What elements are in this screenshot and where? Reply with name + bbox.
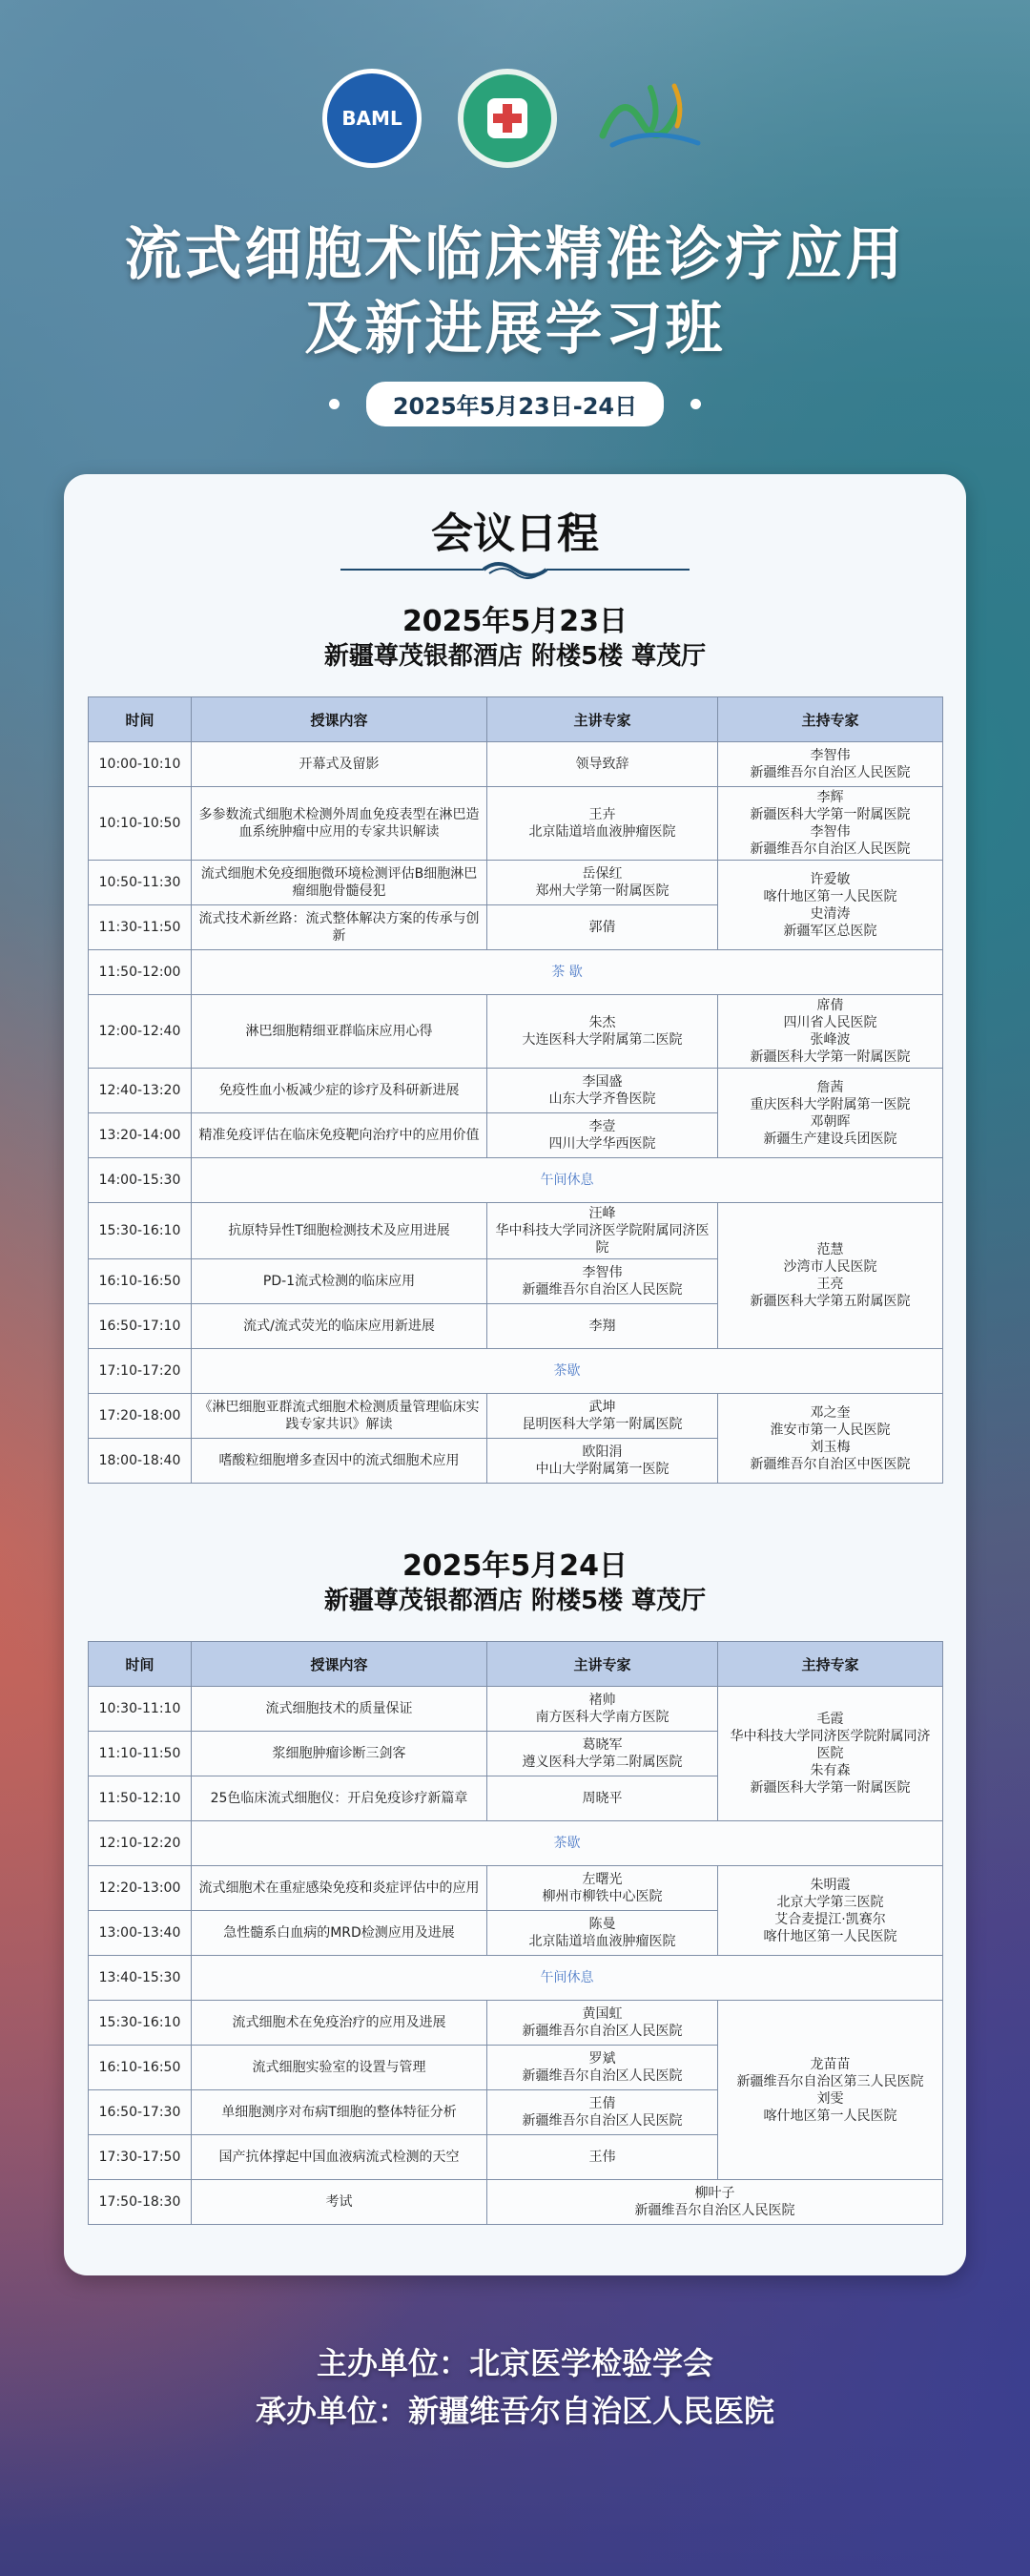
date-pill: 2025年5月23日-24日 (366, 382, 664, 426)
topic-cell: 国产抗体撑起中国血液病流式检测的天空 (192, 2135, 487, 2180)
topic-cell: 抗原特异性T细胞检测技术及应用进展 (192, 1203, 487, 1259)
speaker-cell: 柳叶子 新疆维吾尔自治区人民医院 (487, 2180, 943, 2225)
speaker-cell: 左曙光 柳州市柳铁中心医院 (487, 1866, 718, 1911)
host-cell: 詹茜 重庆医科大学附属第一医院 邓朝晖 新疆生产建设兵团医院 (718, 1069, 943, 1158)
agenda-card (64, 474, 966, 2275)
topic-cell: 多参数流式细胞术检测外周血免疫表型在淋巴造血系统肿瘤中应用的专家共识解读 (192, 787, 487, 861)
medical-cross-icon (487, 98, 527, 138)
speaker-cell: 陈曼 北京陆道培血液肿瘤医院 (487, 1911, 718, 1956)
time-cell: 16:10-16:50 (89, 2046, 192, 2090)
time-cell: 11:10-11:50 (89, 1732, 192, 1776)
time-cell: 11:50-12:10 (89, 1776, 192, 1821)
dot-icon (690, 399, 701, 409)
time-cell: 13:20-14:00 (89, 1113, 192, 1158)
topic-cell: 流式细胞技术的质量保证 (192, 1687, 487, 1732)
speaker-cell: 李智伟 新疆维吾尔自治区人民医院 (487, 1259, 718, 1304)
time-cell: 16:50-17:30 (89, 2090, 192, 2135)
table-row (89, 861, 943, 905)
col-host-header: 主持专家 (718, 697, 943, 742)
col-time-header: 时间 (89, 1642, 192, 1687)
topic-cell: 考试 (192, 2180, 487, 2225)
break-row (89, 1821, 943, 1866)
topic-cell: 流式技术新丝路：流式整体解决方案的传承与创新 (192, 905, 487, 950)
table-row (89, 2180, 943, 2225)
agenda-title: 会议日程 (431, 509, 599, 558)
table-header-row (89, 697, 943, 742)
table-row (89, 1394, 943, 1439)
day2-date: 2025年5月24日 (402, 1549, 628, 1583)
time-cell: 11:30-11:50 (89, 905, 192, 950)
time-cell: 15:30-16:10 (89, 1203, 192, 1259)
break-cell: 午间休息 (192, 1158, 943, 1203)
host-cell: 李辉 新疆医科大学第一附属医院 李智伟 新疆维吾尔自治区人民医院 (718, 787, 943, 861)
col-time-header: 时间 (89, 697, 192, 742)
host-cell: 李智伟 新疆维吾尔自治区人民医院 (718, 742, 943, 787)
break-row (89, 1956, 943, 2001)
dot-icon (329, 399, 340, 409)
time-cell: 12:10-12:20 (89, 1821, 192, 1866)
table-row (89, 787, 943, 861)
table-row (89, 1687, 943, 1732)
host-cell: 毛霞 华中科技大学同济医学院附属同济医院 朱有森 新疆医科大学第一附属医院 (718, 1687, 943, 1821)
time-cell: 13:00-13:40 (89, 1911, 192, 1956)
day1-venue: 新疆尊茂银都酒店 附楼5楼 尊茂厅 (323, 642, 707, 671)
divider-wave-icon (340, 560, 690, 579)
speaker-cell: 岳保红 郑州大学第一附属医院 (487, 861, 718, 905)
speaker-cell: 黄国虹 新疆维吾尔自治区人民医院 (487, 2001, 718, 2046)
host-cell: 朱明霞 北京大学第三医院 艾合麦提江·凯赛尔 喀什地区第一人民医院 (718, 1866, 943, 1956)
speaker-cell: 褚帅 南方医科大学南方医院 (487, 1687, 718, 1732)
time-cell: 14:00-15:30 (89, 1158, 192, 1203)
col-topic-header: 授课内容 (192, 1642, 487, 1687)
col-topic-header: 授课内容 (192, 697, 487, 742)
table-row (89, 1866, 943, 1911)
speaker-cell: 王卉 北京陆道培血液肿瘤医院 (487, 787, 718, 861)
table-row (89, 995, 943, 1069)
host-cell: 龙苗苗 新疆维吾尔自治区第三人民医院 刘雯 喀什地区第一人民医院 (718, 2001, 943, 2180)
host-cell: 席倩 四川省人民医院 张峰波 新疆医科大学第一附属医院 (718, 995, 943, 1069)
time-cell: 16:50-17:10 (89, 1304, 192, 1349)
speaker-cell: 领导致辞 (487, 742, 718, 787)
topic-cell: 嗜酸粒细胞增多查因中的流式细胞术应用 (192, 1439, 487, 1484)
day2-header (64, 1548, 966, 1617)
co-organizer-text: 承办单位：新疆维吾尔自治区人民医院 (255, 2393, 774, 2429)
topic-cell: 流式细胞术免疫细胞微环境检测评估B细胞淋巴瘤细胞骨髓侵犯 (192, 861, 487, 905)
time-cell: 10:50-11:30 (89, 861, 192, 905)
break-row (89, 1349, 943, 1394)
topic-cell: 25色临床流式细胞仪：开启免疫诊疗新篇章 (192, 1776, 487, 1821)
time-cell: 15:30-16:10 (89, 2001, 192, 2046)
day2-venue: 新疆尊茂银都酒店 附楼5楼 尊茂厅 (323, 1587, 707, 1615)
break-row (89, 950, 943, 995)
speaker-cell: 汪峰 华中科技大学同济医学院附属同济医院 (487, 1203, 718, 1259)
time-cell: 10:10-10:50 (89, 787, 192, 861)
time-cell: 12:00-12:40 (89, 995, 192, 1069)
topic-cell: 急性髓系白血病的MRD检测应用及进展 (192, 1911, 487, 1956)
topic-cell: 单细胞测序对布病T细胞的整体特征分析 (192, 2090, 487, 2135)
topic-cell: 《淋巴细胞亚群流式细胞术检测质量管理临床实践专家共识》解读 (192, 1394, 487, 1439)
topic-cell: 开幕式及留影 (192, 742, 487, 787)
topic-cell: 流式细胞术在免疫治疗的应用及进展 (192, 2001, 487, 2046)
logo-row (0, 69, 1030, 168)
speaker-cell: 葛晓军 遵义医科大学第二附属医院 (487, 1732, 718, 1776)
host-cell: 许爱敏 喀什地区第一人民医院 史清涛 新疆军区总医院 (718, 861, 943, 950)
time-cell: 17:10-17:20 (89, 1349, 192, 1394)
speaker-cell: 李翔 (487, 1304, 718, 1349)
host-cell: 邓之奎 淮安市第一人民医院 刘玉梅 新疆维吾尔自治区中医医院 (718, 1394, 943, 1484)
time-cell: 10:00-10:10 (89, 742, 192, 787)
speaker-cell: 王倩 新疆维吾尔自治区人民医院 (487, 2090, 718, 2135)
day1-date: 2025年5月23日 (402, 605, 628, 638)
speaker-cell: 王伟 (487, 2135, 718, 2180)
baml-logo: BAML (322, 69, 422, 168)
silk-road-logo (593, 69, 708, 168)
day1-schedule-table (88, 696, 943, 1484)
col-speaker-header: 主讲专家 (487, 697, 718, 742)
col-speaker-header: 主讲专家 (487, 1642, 718, 1687)
time-cell: 17:20-18:00 (89, 1394, 192, 1439)
topic-cell: 流式细胞实验室的设置与管理 (192, 2046, 487, 2090)
day2-schedule-table (88, 1641, 943, 2225)
speaker-cell: 李壹 四川大学华西医院 (487, 1113, 718, 1158)
speaker-cell: 郭倩 (487, 905, 718, 950)
footer (0, 2339, 1030, 2435)
topic-cell: PD-1流式检测的临床应用 (192, 1259, 487, 1304)
speaker-cell: 罗斌 新疆维吾尔自治区人民医院 (487, 2046, 718, 2090)
break-cell: 茶歇 (192, 1349, 943, 1394)
break-cell: 午间休息 (192, 1956, 943, 2001)
topic-cell: 流式细胞术在重症感染免疫和炎症评估中的应用 (192, 1866, 487, 1911)
time-cell: 17:50-18:30 (89, 2180, 192, 2225)
speaker-cell: 朱杰 大连医科大学附属第二医院 (487, 995, 718, 1069)
time-cell: 18:00-18:40 (89, 1439, 192, 1484)
table-header-row (89, 1642, 943, 1687)
day1-header (64, 604, 966, 673)
time-cell: 16:10-16:50 (89, 1259, 192, 1304)
topic-cell: 流式/流式荧光的临床应用新进展 (192, 1304, 487, 1349)
topic-cell: 浆细胞肿瘤诊断三剑客 (192, 1732, 487, 1776)
time-cell: 11:50-12:00 (89, 950, 192, 995)
time-cell: 12:40-13:20 (89, 1069, 192, 1113)
time-cell: 13:40-15:30 (89, 1956, 192, 2001)
host-cell: 范慧 沙湾市人民医院 王亮 新疆医科大学第五附属医院 (718, 1203, 943, 1349)
topic-cell: 精准免疫评估在临床免疫靶向治疗中的应用价值 (192, 1113, 487, 1158)
table-row (89, 2001, 943, 2046)
hospital-logo (458, 69, 557, 168)
time-cell: 17:30-17:50 (89, 2135, 192, 2180)
topic-cell: 淋巴细胞精细亚群临床应用心得 (192, 995, 487, 1069)
organizer-text: 主办单位：北京医学检验学会 (316, 2345, 713, 2381)
speaker-cell: 武坤 昆明医科大学第一附属医院 (487, 1394, 718, 1439)
event-date (0, 382, 1030, 426)
table-row (89, 1203, 943, 1259)
speaker-cell: 欧阳涓 中山大学附属第一医院 (487, 1439, 718, 1484)
col-host-header: 主持专家 (718, 1642, 943, 1687)
topic-cell: 免疫性血小板减少症的诊疗及科研新进展 (192, 1069, 487, 1113)
break-row (89, 1158, 943, 1203)
break-cell: 茶歇 (192, 1821, 943, 1866)
time-cell: 10:30-11:10 (89, 1687, 192, 1732)
table-row (89, 1069, 943, 1113)
time-cell: 12:20-13:00 (89, 1866, 192, 1911)
speaker-cell: 周晓平 (487, 1776, 718, 1821)
page-title: 流式细胞术临床精准诊疗应用 及新进展学习班 (124, 221, 906, 363)
break-cell: 茶 歇 (192, 950, 943, 995)
table-row (89, 742, 943, 787)
speaker-cell: 李国盛 山东大学齐鲁医院 (487, 1069, 718, 1113)
